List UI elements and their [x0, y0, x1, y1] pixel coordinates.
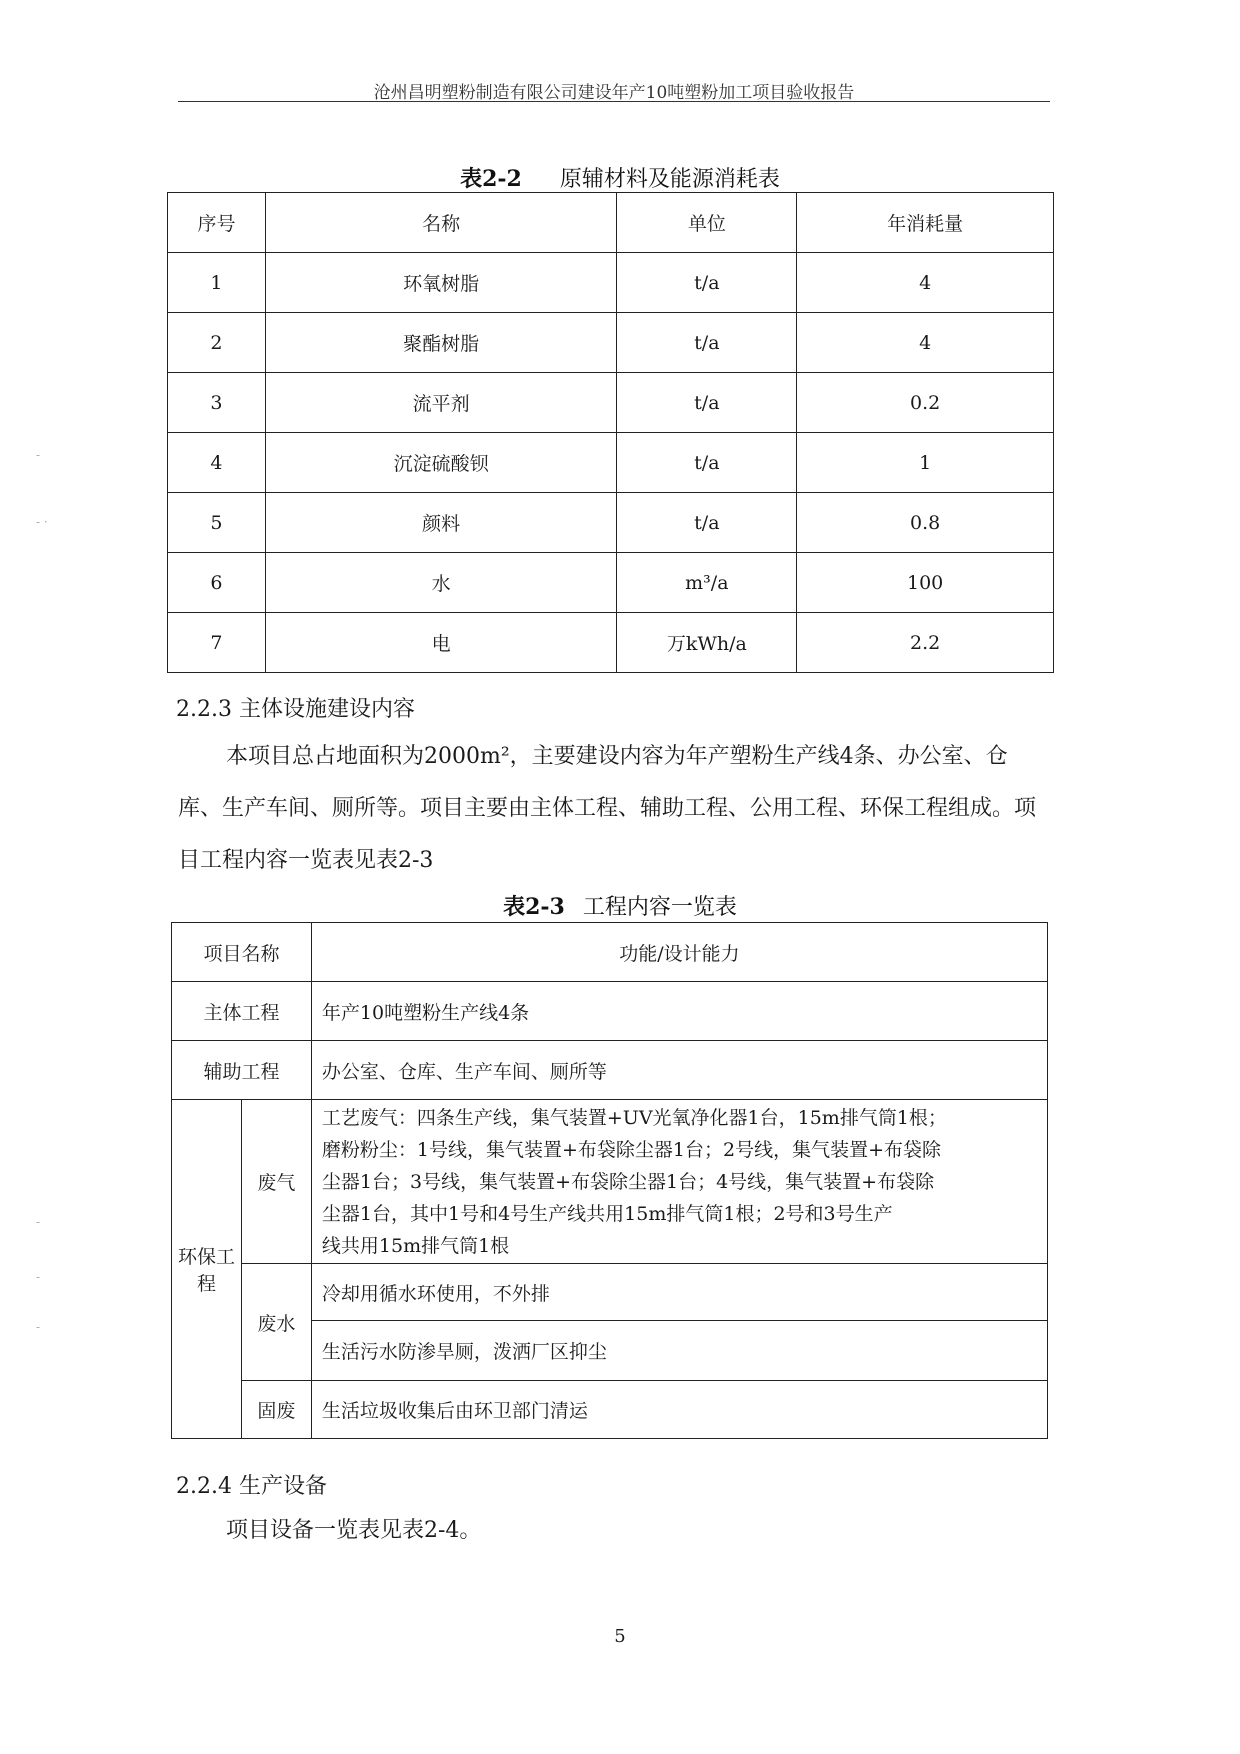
table-2-3-label: 表2-3 — [503, 894, 565, 920]
project-content-table — [171, 922, 1048, 1439]
table-2-3-title: 工程内容一览表 — [582, 895, 737, 920]
waste-gas-desc — [311, 1100, 1047, 1264]
table-2-2-caption — [0, 162, 1240, 193]
scan-mark: - — [36, 1215, 41, 1229]
category-name: 废气 — [241, 1100, 311, 1264]
materials-table — [167, 192, 1054, 673]
header-cell: 序号 — [168, 193, 266, 253]
material-name: 电 — [265, 613, 617, 673]
table-2-2-title: 原辅材料及能源消耗表 — [559, 167, 780, 192]
material-name: 沉淀硫酸钡 — [265, 433, 617, 493]
header-rule — [178, 101, 1050, 102]
header-cell: 功能/设计能力 — [311, 923, 1047, 982]
row-index: 2 — [168, 313, 266, 373]
material-name: 聚酯树脂 — [265, 313, 617, 373]
annual-consumption: 2.2 — [797, 613, 1054, 673]
row-index: 3 — [168, 373, 266, 433]
section-2-2-4-paragraph: 项目设备一览表见表2-4。 — [226, 1518, 482, 1543]
table-row — [168, 613, 1054, 673]
desc-line: 尘器1台，其中1号和4号生产线共用15m排气筒1根；2号和3号生产 — [321, 1202, 893, 1225]
paragraph-text: 本项目总占地面积为2000m²，主要建设内容为年产塑粉生产线4条、办公室、仓库、生产车间、厕所等。项目主要由主体工程、辅助工程、公用工程、环保工程组成。项目工程内容一览表见表2-3 — [178, 744, 1037, 873]
project-desc: 办公室、仓库、生产车间、厕所等 — [311, 1041, 1047, 1100]
table-row — [172, 1264, 1048, 1321]
category-name: 固废 — [241, 1381, 311, 1439]
scan-mark: - — [36, 1320, 41, 1334]
table-2-3-caption — [0, 890, 1240, 921]
scan-mark: - — [36, 1270, 41, 1284]
row-index: 1 — [168, 253, 266, 313]
annual-consumption: 0.8 — [797, 493, 1054, 553]
unit: t/a — [617, 313, 797, 373]
unit: t/a — [617, 493, 797, 553]
waste-water-desc: 生活污水防渗旱厕，泼洒厂区抑尘 — [311, 1321, 1047, 1381]
table-row — [172, 1100, 1048, 1264]
header-cell: 项目名称 — [172, 923, 312, 982]
row-index: 5 — [168, 493, 266, 553]
table-row — [168, 433, 1054, 493]
table-2-2-label: 表2-2 — [460, 166, 522, 192]
row-index: 4 — [168, 433, 266, 493]
unit: t/a — [617, 253, 797, 313]
table-header-row — [168, 193, 1054, 253]
table-row — [168, 313, 1054, 373]
unit: t/a — [617, 433, 797, 493]
page-header: 沧州昌明塑粉制造有限公司建设年产10吨塑粉加工项目验收报告 — [373, 83, 855, 103]
annual-consumption: 1 — [797, 433, 1054, 493]
table-row — [168, 553, 1054, 613]
section-2-2-3-paragraph — [178, 731, 1050, 887]
scan-mark: - — [36, 448, 41, 462]
table-row — [172, 1381, 1048, 1439]
annual-consumption: 0.2 — [797, 373, 1054, 433]
unit: t/a — [617, 373, 797, 433]
table-row — [168, 373, 1054, 433]
annual-consumption: 4 — [797, 313, 1054, 373]
scan-mark: - · — [36, 515, 48, 529]
project-desc: 年产10吨塑粉生产线4条 — [311, 982, 1047, 1041]
section-heading-2-2-4: 2.2.4 生产设备 — [176, 1474, 327, 1499]
material-name: 流平剂 — [265, 373, 617, 433]
desc-line: 工艺废气：四条生产线，集气装置+UV光氧净化器1台，15m排气筒1根； — [321, 1106, 947, 1129]
annual-consumption: 4 — [797, 253, 1054, 313]
category-name: 废水 — [241, 1264, 311, 1381]
project-name: 辅助工程 — [172, 1041, 312, 1100]
desc-line: 尘器1台；3号线，集气装置+布袋除尘器1台；4号线，集气装置+布袋除 — [321, 1170, 935, 1193]
project-name: 主体工程 — [172, 982, 312, 1041]
desc-line: 线共用15m排气筒1根 — [321, 1234, 510, 1257]
section-heading-2-2-3: 2.2.3 主体设施建设内容 — [176, 697, 415, 722]
page-number: 5 — [614, 1626, 626, 1647]
table-row — [168, 493, 1054, 553]
header-cell: 年消耗量 — [797, 193, 1054, 253]
table-row — [172, 982, 1048, 1041]
annual-consumption: 100 — [797, 553, 1054, 613]
table-header-row — [172, 923, 1048, 982]
unit: 万kWh/a — [617, 613, 797, 673]
row-index: 6 — [168, 553, 266, 613]
solid-waste-desc: 生活垃圾收集后由环卫部门清运 — [311, 1381, 1047, 1439]
row-index: 7 — [168, 613, 266, 673]
header-cell: 名称 — [265, 193, 617, 253]
header-cell: 单位 — [617, 193, 797, 253]
material-name: 颜料 — [265, 493, 617, 553]
material-name: 环氧树脂 — [265, 253, 617, 313]
desc-line: 磨粉粉尘：1号线，集气装置+布袋除尘器1台；2号线，集气装置+布袋除 — [321, 1138, 941, 1161]
project-name: 环保工程 — [172, 1100, 242, 1439]
table-row — [168, 253, 1054, 313]
table-row — [172, 1041, 1048, 1100]
waste-water-desc: 冷却用循水环使用，不外排 — [311, 1264, 1047, 1321]
material-name: 水 — [265, 553, 617, 613]
unit: m³/a — [617, 553, 797, 613]
